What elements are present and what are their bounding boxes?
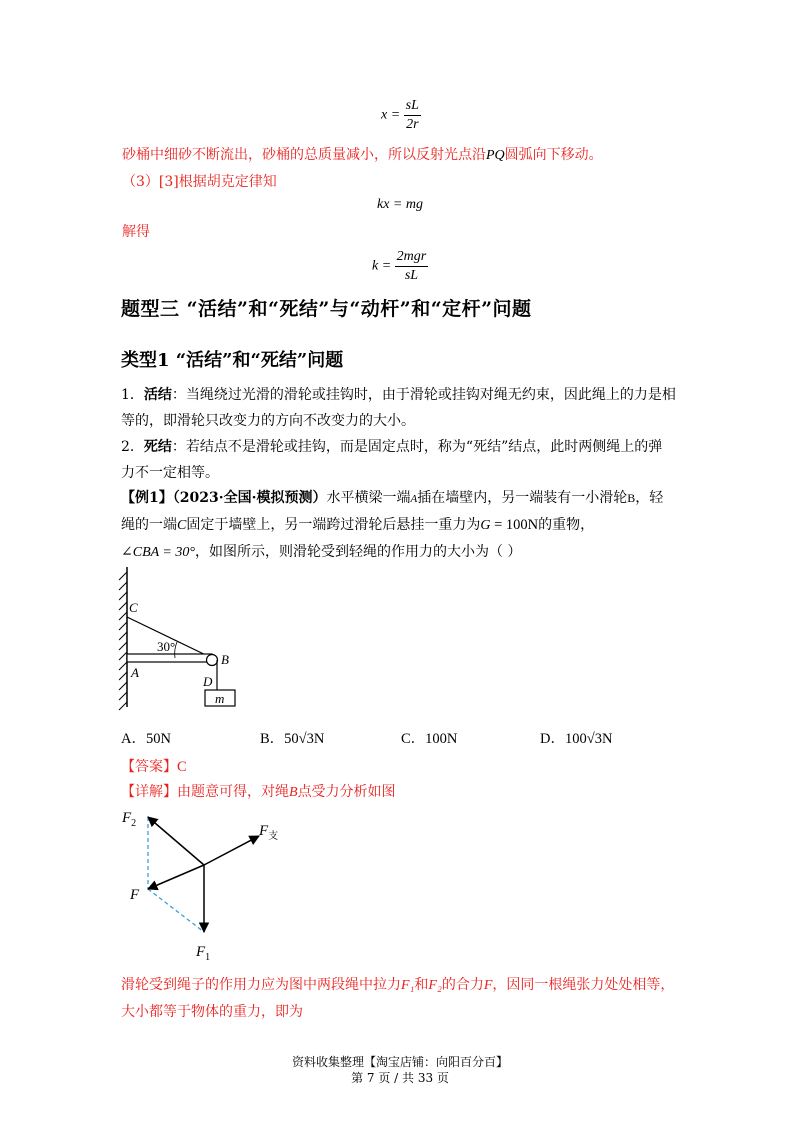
text: ，轻 <box>635 490 664 506</box>
var-f2: F₂ <box>428 978 442 993</box>
f-symbol: F <box>122 810 132 826</box>
subscript: 2 <box>131 818 137 829</box>
text: 水平横梁一端 <box>326 490 411 506</box>
item-sijie <box>121 437 701 483</box>
wall-hatching <box>119 572 127 710</box>
text: 圆弧向下移动。 <box>504 147 603 163</box>
section-title: 题型三 “活结”和“死结”与“动杆”和“定杆”问题 <box>121 298 532 320</box>
conclusion <box>121 975 711 1022</box>
label-f1 <box>195 944 210 963</box>
fraction-numerator: 2mgr <box>395 248 429 267</box>
label-b: B <box>221 652 229 667</box>
item-text: ：若结点不是滑轮或挂钩，而是固定点时，称为“死结”结点，此时两侧绳上的弹 <box>171 439 663 455</box>
option-value: 100√3N <box>564 731 613 747</box>
option-label: B． <box>260 731 285 747</box>
force-diagram <box>118 804 298 964</box>
fraction <box>404 97 421 134</box>
answer-value: C <box>177 759 187 775</box>
var-A: A <box>410 493 418 505</box>
eq-lhs: x <box>381 107 388 123</box>
arrow-f <box>148 865 204 889</box>
text: 固定于墙壁上，另一端跨过滑轮后悬挂一重力为 <box>186 517 481 533</box>
label-a: A <box>131 665 139 680</box>
equation-k-2mgr-sL: k = $\frac{\text{2mgr}}{sL}$ <box>372 249 427 283</box>
var-B: B <box>627 491 636 505</box>
item-text: 力不一定相等。 <box>121 465 219 481</box>
label-m: m <box>215 691 225 706</box>
fraction-denominator: sL <box>404 268 419 283</box>
text: 插在墙壁内，另一端装有一小滑轮 <box>417 490 628 506</box>
angle-cba: ∠CBA = 30° <box>121 545 195 560</box>
option-value: 50N <box>145 731 171 747</box>
g-value: = 100N <box>490 517 539 533</box>
option-value: 100N <box>425 731 458 747</box>
footer-source: 资料收集整理【淘宝店铺：向阳百分百】 <box>291 1055 508 1069</box>
equation-x-sL-2r: x = $\frac{sL}{2r}$ <box>381 98 419 132</box>
var-pq: PQ <box>486 148 505 163</box>
text: 点受力分析如图 <box>297 784 396 800</box>
pulley-wheel <box>207 655 218 666</box>
subsection-title: 类型1 “活结”和“死结”问题 <box>121 350 344 371</box>
text: 绳的一端 <box>121 517 177 533</box>
label-f: F <box>130 887 140 903</box>
text: ，如图所示，则滑轮受到轻绳的作用力的大小为（ ） <box>194 544 522 560</box>
text: 和 <box>414 977 429 993</box>
var-B: B <box>289 785 298 800</box>
item-text: ：当绳绕过光滑的滑轮或挂钩时，由于滑轮或挂钩对绳无约束，因此绳上的力是相 <box>171 387 676 403</box>
var-C: C <box>177 518 187 533</box>
pulley-figure <box>115 562 245 717</box>
option-d[interactable] <box>540 727 612 748</box>
fraction-denominator: 2r <box>406 117 419 132</box>
example-source: （2023·全国·模拟预测） <box>172 490 327 506</box>
answer-line <box>121 757 187 777</box>
example-1 <box>121 488 711 563</box>
sand-paragraph <box>122 145 722 166</box>
text: 的合力 <box>441 977 484 993</box>
var-G: G <box>480 518 491 533</box>
text: 砂桶中细砂不断流出，砂桶的总质量减小，所以反射光点沿 <box>122 147 486 163</box>
item-text: 等的，即滑轮只改变力的方向不改变力的大小。 <box>121 413 415 429</box>
term-sijie: 死结 <box>143 439 172 455</box>
jiede-text: 解得 <box>122 224 150 240</box>
arrow-fzhi <box>204 836 259 865</box>
var-f1: F₁ <box>401 978 415 993</box>
page-number: 第 7 页 / 共 33 页 <box>351 1071 449 1085</box>
term-huojie: 活结 <box>143 387 172 403</box>
subscript: 1 <box>205 952 211 963</box>
fraction <box>395 248 429 285</box>
option-label: C． <box>401 731 426 747</box>
detail-tag: 【详解】 <box>121 784 177 800</box>
text: 由题意可得，对绳 <box>177 784 289 800</box>
answer-tag: 【答案】 <box>121 759 177 775</box>
text: ，因同一根绳张力处处相等， <box>492 977 675 993</box>
item-number: 1． <box>121 387 144 403</box>
option-b[interactable] <box>260 727 324 748</box>
eq-lhs: k <box>372 258 379 274</box>
option-c[interactable] <box>401 727 457 748</box>
var-f: F <box>483 978 493 993</box>
item-number: 2． <box>121 439 144 455</box>
option-value: 50√3N <box>284 731 325 747</box>
equation-kx-mg: kx = mg <box>377 197 423 212</box>
label-f2 <box>121 810 136 829</box>
text: 滑轮受到绳子的作用力应为图中两段绳中拉力 <box>121 977 401 993</box>
parallelogram-edge-f-f1 <box>148 889 204 932</box>
label-fzhi <box>258 823 278 842</box>
label-angle: 30° <box>157 639 176 654</box>
step-3-text: （3）[3]根据胡克定律知 <box>122 174 277 190</box>
label-d: D <box>203 674 213 689</box>
option-label: A． <box>121 731 146 747</box>
fraction-numerator: sL <box>404 97 421 116</box>
f-symbol: F <box>196 944 206 960</box>
f-symbol: F <box>259 823 269 839</box>
option-label: D． <box>540 731 565 747</box>
arrow-f2 <box>148 817 204 865</box>
text: 的重物， <box>538 517 595 533</box>
subscript: 支 <box>268 831 279 842</box>
beam-ab <box>127 654 212 662</box>
option-a[interactable] <box>121 727 171 748</box>
example-tag: 【例1】 <box>121 490 173 506</box>
item-huojie <box>121 385 701 431</box>
text: 大小都等于物体的重力，即为 <box>121 1004 303 1020</box>
detail-line <box>121 782 396 803</box>
label-c: C <box>129 600 138 615</box>
